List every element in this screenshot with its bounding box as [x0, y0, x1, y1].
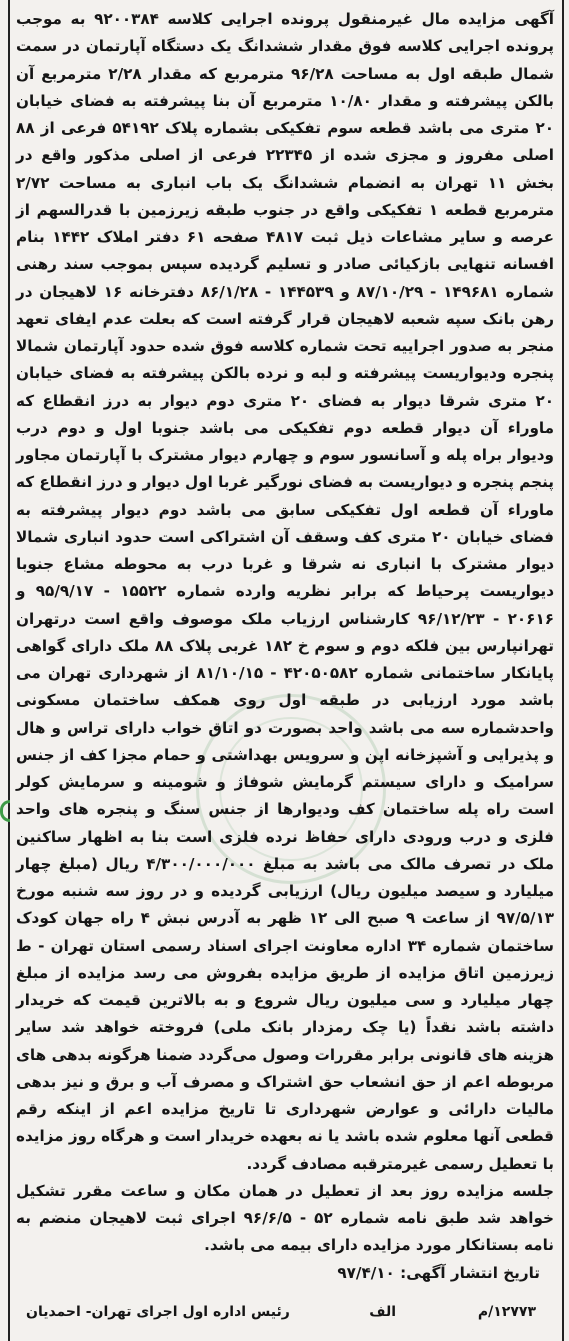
notice-body — [16, 6, 554, 1287]
notice-code: ۱۲۷۷۳/م — [477, 1304, 536, 1320]
notice-signature: رئیس اداره اول اجرای تهران- احمدیان — [26, 1304, 290, 1320]
notice-footer — [16, 1298, 554, 1328]
publish-date: تاریخ انتشار آگهی: ۹۷/۴/۱۰ — [337, 1263, 540, 1282]
notice-series: الف — [369, 1304, 396, 1320]
notice-paragraph-session: جلسه مزایده روز بعد از تعطیل در همان مکان و ساعت مقرر تشکیل خواهد شد طبق نامه شماره ۵۲ - ۹۶/۶/۵ اجرای ثبت لاهیجان منضم به نامه بستانکار مورد مزایده دارای بیمه می باشد. — [16, 1181, 554, 1255]
notice-paragraph-main: آگهی مزایده مال غیرمنقول پرونده اجرایی کلاسه ۹۲۰۰۳۸۴ به موجب پرونده اجرایی کلاسه فوق مقدار ششدانگ یک دستگاه آپارتمان در سمت شمال طبقه اول به مساحت ۹۶/۲۸ مترمربع که مقدار ۲/۲۸ مترمربع آن بالکن پیشرفته و مقدار ۱۰/۸۰ مترمربع آن بنا پیشرفته به فضای خیابان ۲۰ متری می باشد قطعه سوم تفکیکی بشماره پلاک ۵۴۱۹۲ فرعی از ۸۸ اصلی مفروز و مجزی شده از ۲۲۳۴۵ فرعی از اصلی مذکور واقع در بخش ۱۱ تهران به انضمام ششدانگ یک باب انباری به مساحت ۲/۷۲ مترمربع قطعه ۱ تفکیکی واقع در جنوب طبقه زیرزمین با قدرالسهم از عرصه و سایر مشاعات ذیل ثبت ۴۸۱۷ صفحه ۶۱ دفتر املاک ۱۴۴۲ بنام افسانه تنهایی بازکیائی صادر و تسلیم گردیده سپس بموجب سند رهنی شماره ۱۴۹۶۸۱ - ۸۷/۱۰/۲۹ و ۱۴۴۵۳۹ - ۸۶/۱/۲۸ دفترخانه ۱۶ لاهیجان در رهن بانک سپه شعبه لاهیجان قرار گرفته است که بعلت عدم ایفای تعهد منجر به صدور اجراییه تحت شماره کلاسه فوق شده حدود آپارتمان شمالا پنجره ودیواریست پیشرفته و لبه و نرده بالکن پیشرفته به فضای خیابان ۲۰ متری شرقا دیوار به فضای ۲۰ متری دوم دیوار به درز انقطاع که ماوراء آن دیوار قطعه دوم تفکیکی می باشد جنوبا اول و دوم درب ودیوار براه پله و آسانسور سوم و چهارم دیوار مشترک با آپارتمان مجاور پنجم پنجره و دیواریست به فضای نورگیر غربا اول دیوار و درز انقطاع که ماوراء آن قطعه اول تفکیکی سابق می باشد دوم دیوار پیشرفته به فضای خیابان ۲۰ متری کف وسقف آن اشتراکی است حدود انباری شمالا دیوار مشترک با انباری نه شرقا و غربا درب به محوطه مشاع جنوبا دیواریست پرحیاط که برابر نظریه وارده شماره ۱۵۵۲۲ - ۹۵/۹/۱۷ و ۲۰۶۱۶ - ۹۶/۱۲/۲۳ کارشناس ارزیاب ملک موصوف واقع است درتهران تهرانپارس بین فلکه دوم و سوم خ ۱۸۲ غربی پلاک ۸۸ ملک دارای گواهی پایانکار ساختمانی شماره ۴۲۰۵۰۵۸۲ - ۸۱/۱۰/۱۵ از شهرداری تهران می باشد مورد ارزیابی در طبقه اول روی همکف ساختمان مسکونی واحدشماره سه می باشد واحد بصورت دو اتاق خواب دارای تراس و هال و پذیرایی و آشپزخانه اپن و سرویس بهداشتی و حمام مجزا کف از جنس سرامیک و دارای سیستم گرمایش شوفاژ و شومینه و سرمایش کولر است راه پله ساختمان کف ودیوارها از جنس سنگ و پنجره های واحد فلزی و درب ورودی دارای حفاظ نرده فلزی است بنا به اظهار ساکنین ملک در تصرف مالک می باشد به مبلغ ۴/۳۰۰/۰۰۰/۰۰۰ ریال (مبلغ چهار میلیارد و سیصد میلیون ریال) ارزیابی گردیده و در روز سه شنبه مورخ ۹۷/۵/۱۳ از ساعت ۹ صبح الی ۱۲ ظهر به آدرس نبش ۴ راه جهان کودک ساختمان شماره ۳۴ اداره معاونت اجرای اسناد رسمی استان تهران - ط زیرزمین اتاق مزایده از طریق مزایده بفروش می رسد مزایده از مبلغ چهار میلیارد و سی میلیون ریال شروع و به بالاترین قیمت که خریدار داشته باشد نقداً (یا چک رمزدار بانک ملی) فروخته خواهد شد سایر هزینه های قانونی برابر مقررات وصول می‌گردد ضمنا هرگونه بدهی های مربوطه اعم از حق انشعاب حق اشتراک و مصرف آب و برق و نیز بدهی مالیات دارائی و عوارض شهرداری تا تاریخ مزایده اعم از اینکه رقم قطعی آنها معلوم شده باشد یا نه بعهده خریدار است و هرگاه روز مزایده با تعطیل رسمی غیرمترقبه مصادف گردد. — [16, 10, 555, 1173]
edge-mark — [0, 800, 10, 822]
